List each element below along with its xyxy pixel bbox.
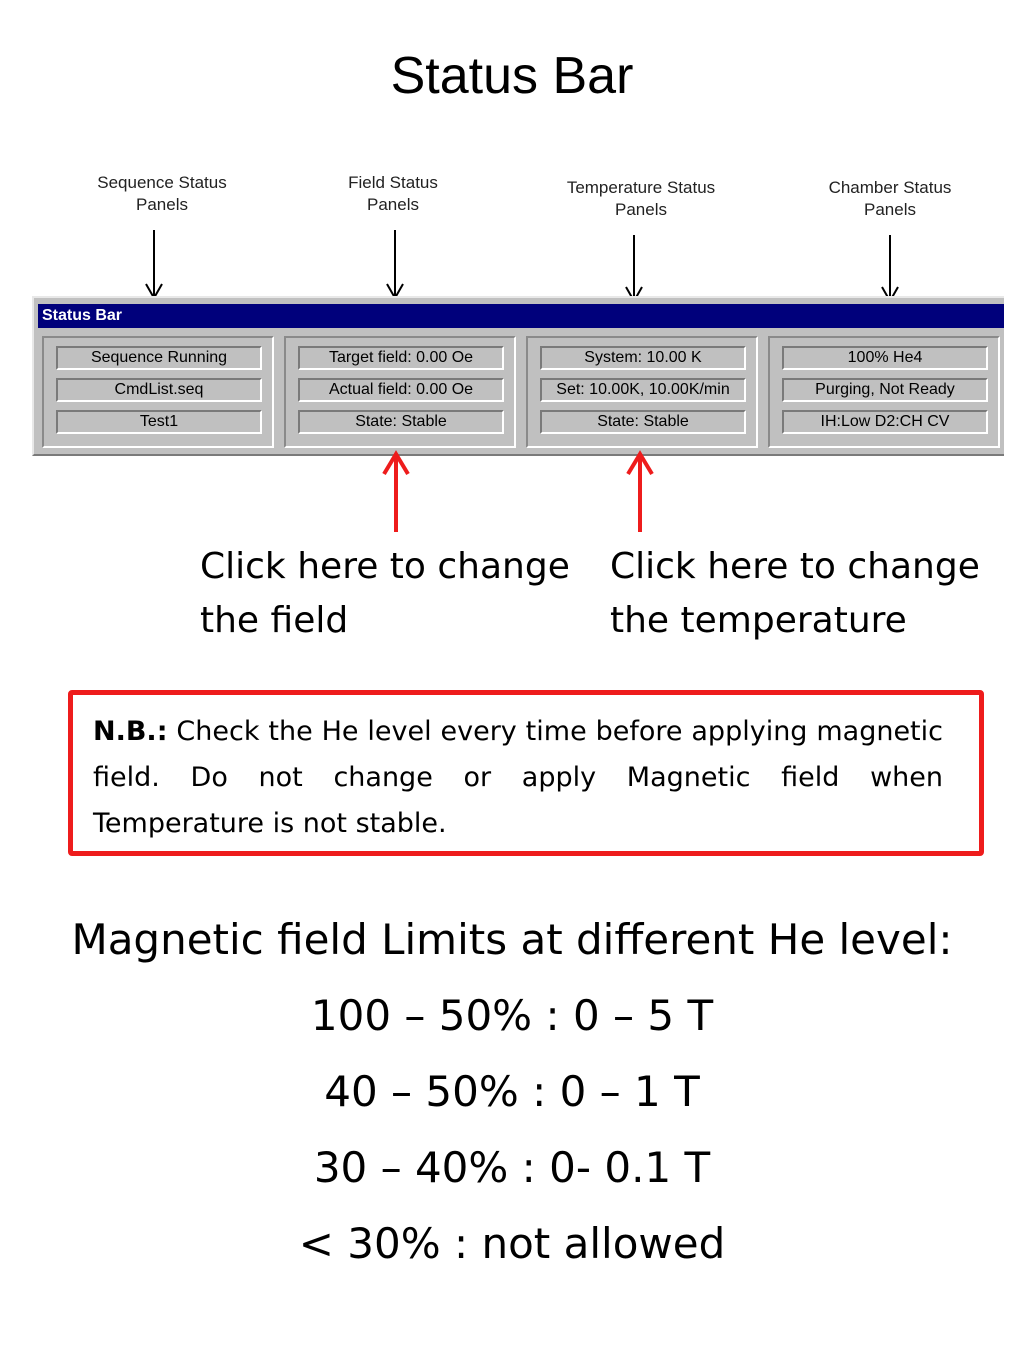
annotation-line: Panels: [136, 195, 188, 214]
limit-row: 40 – 50% : 0 – 1 T: [324, 1067, 700, 1116]
caption-line: Click here to change: [610, 546, 980, 587]
limit-row: 30 – 40% : 0- 0.1 T: [313, 1143, 711, 1192]
caption-change-field: [200, 540, 570, 648]
sequence-state-cell[interactable]: Sequence Running: [56, 346, 262, 370]
annotation-sequence-status: [80, 172, 244, 216]
arrow-up-icon: [380, 450, 412, 534]
caption-line: the field: [200, 600, 349, 641]
arrow-up-icon: [624, 450, 656, 534]
field-status-panel[interactable]: [284, 336, 516, 448]
annotation-field-status: [323, 172, 463, 216]
limits-heading: Magnetic field Limits at different He level:: [71, 915, 953, 964]
field-limits: [0, 908, 1024, 1288]
target-field-cell[interactable]: Target field: 0.00 Oe: [298, 346, 504, 370]
chamber-state-cell[interactable]: Purging, Not Ready: [782, 378, 988, 402]
annotation-line: Temperature Status: [566, 178, 716, 197]
annotation-line: Chamber Status: [828, 178, 952, 197]
caption-change-temperature: [610, 540, 980, 648]
chamber-status-panel: [768, 336, 1000, 448]
annotation-temperature-status: [546, 177, 736, 221]
caption-line: Click here to change: [200, 546, 570, 587]
page-title: Status Bar: [390, 47, 634, 105]
annotation-line: Panels: [367, 195, 419, 214]
actual-field-cell[interactable]: Actual field: 0.00 Oe: [298, 378, 504, 402]
note-label: N.B.:: [93, 716, 168, 747]
arrow-down-icon: [385, 230, 405, 300]
limit-row: < 30% : not allowed: [298, 1219, 726, 1268]
status-bar-window: [32, 296, 1004, 456]
chamber-flags-cell[interactable]: IH:Low D2:CH CV: [782, 410, 988, 434]
caption-line: the temperature: [610, 600, 907, 641]
system-temperature-cell[interactable]: System: 10.00 K: [540, 346, 746, 370]
sequence-name-cell[interactable]: Test1: [56, 410, 262, 434]
note-box: [68, 690, 984, 856]
limit-row: 100 – 50% : 0 – 5 T: [310, 991, 714, 1040]
arrow-down-icon: [880, 235, 900, 303]
annotation-line: Sequence Status: [97, 173, 227, 192]
note-body: Check the He level every time before applying magnetic field. Do not change or apply Magnetic field when Temperature is not stable.: [93, 716, 943, 839]
arrow-down-icon: [144, 230, 164, 300]
helium-level-cell[interactable]: 100% He4: [782, 346, 988, 370]
status-bar-titlebar: Status Bar: [38, 304, 1004, 328]
sequence-status-panel: [42, 336, 274, 448]
arrow-down-icon: [624, 235, 644, 303]
annotation-line: Field Status: [348, 173, 438, 192]
field-state-cell[interactable]: State: Stable: [298, 410, 504, 434]
sequence-file-cell[interactable]: CmdList.seq: [56, 378, 262, 402]
annotation-line: Panels: [615, 200, 667, 219]
temperature-status-panel[interactable]: [526, 336, 758, 448]
temperature-setpoint-cell[interactable]: Set: 10.00K, 10.00K/min: [540, 378, 746, 402]
annotation-line: Panels: [864, 200, 916, 219]
note-text: [93, 709, 943, 847]
annotation-chamber-status: [810, 177, 970, 221]
temperature-state-cell[interactable]: State: Stable: [540, 410, 746, 434]
